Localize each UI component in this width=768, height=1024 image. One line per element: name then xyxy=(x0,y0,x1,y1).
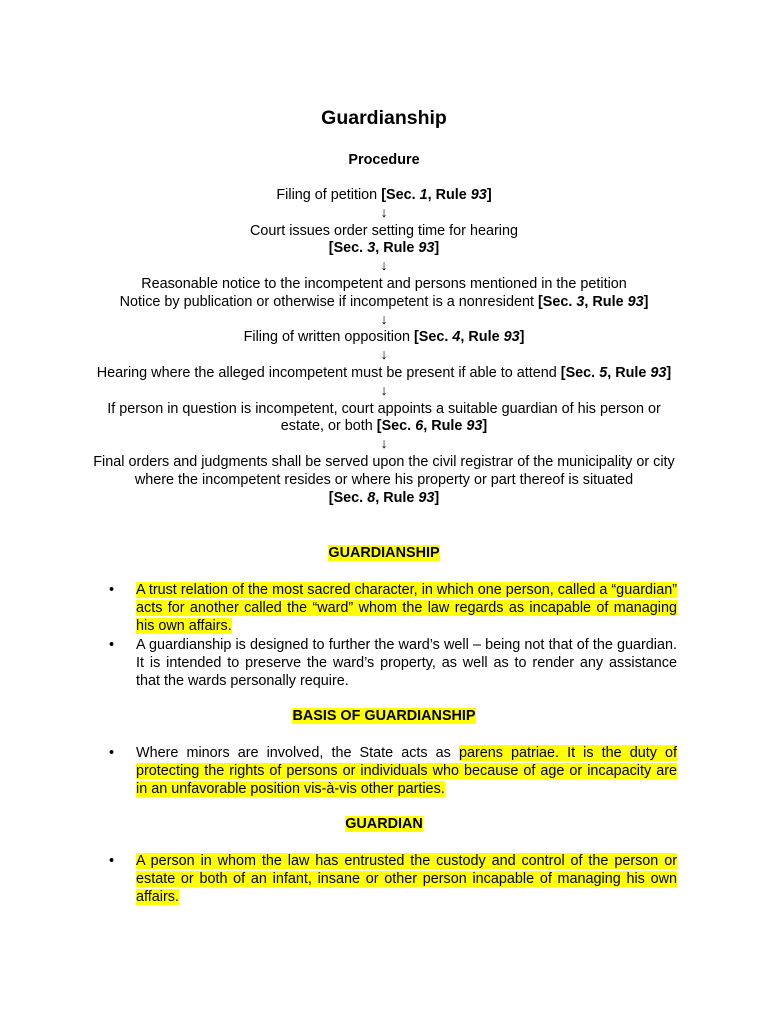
bullet-icon: • xyxy=(109,582,115,598)
flow-arrow-down: ↓ xyxy=(380,311,388,328)
flow-step-4: Filing of written opposition [Sec. 4, Rule 93] xyxy=(243,329,525,346)
list-item: • A person in whom the law has entrusted the custody and control of the person or estate or both of an infant, insane or other person incapable of managing his own affairs. xyxy=(109,853,677,905)
flow-arrow-down: ↓ xyxy=(380,258,388,275)
flow-step-3: Reasonable notice to the incompetent and persons mentioned in the petition Notice by publication or otherwise if incompetent is a nonresident [Sec. 3, Rule 93] xyxy=(119,275,649,310)
procedure-subtitle: Procedure xyxy=(348,152,420,168)
flow-step-7: Final orders and judgments shall be served upon the civil registrar of the municipality or city where the incompetent resides or where his property or part thereof is situated [Sec. 8, Rule 93] xyxy=(93,453,675,506)
guardian-list xyxy=(109,852,677,906)
bullet-icon: • xyxy=(109,637,115,653)
flow-step-1: Filing of petition [Sec. 1, Rule 93] xyxy=(276,187,492,203)
flow-step-6: If person in question is incompetent, court appoints a suitable guardian of his person or estate, or both [Sec. 6, Rule 93] xyxy=(107,400,661,435)
flow-arrow-down: ↓ xyxy=(380,436,388,453)
basis-list xyxy=(109,744,677,798)
section-heading-basis: BASIS OF GUARDIANSHIP xyxy=(292,708,476,724)
list-item: • A trust relation of the most sacred character, in which one person, called a “guardian” acts for another called the “ward” whom the law regards as incapable of managing his own affairs. xyxy=(109,582,677,634)
flow-step-2: Court issues order setting time for hearing [Sec. 3, Rule 93] xyxy=(250,222,518,257)
section-heading-guardian: GUARDIAN xyxy=(345,816,423,832)
flow-step-5: Hearing where the alleged incompetent must be present if able to attend [Sec. 5, Rule 93] xyxy=(96,364,672,381)
flow-arrow-down: ↓ xyxy=(380,347,388,364)
section-heading-guardianship: GUARDIANSHIP xyxy=(328,545,440,561)
procedure-flowchart xyxy=(84,187,684,507)
list-item: • Where minors are involved, the State acts as parens patriae. It is the duty of protecting the rights of persons or individuals who because of age or incapacity are in an unfavorable position vis-à-vis other parties. xyxy=(109,745,677,797)
flow-arrow-down: ↓ xyxy=(380,204,388,221)
list-item: • A guardianship is designed to further the ward’s well – being not that of the guardian. It is intended to preserve the ward’s property, as well as to render any assistance that the wards personally require. xyxy=(109,637,677,689)
bullet-icon: • xyxy=(109,745,115,761)
bullet-icon: • xyxy=(109,853,115,869)
flow-arrow-down: ↓ xyxy=(380,382,388,399)
guardianship-list xyxy=(109,581,677,690)
document-title: Guardianship xyxy=(321,107,447,129)
